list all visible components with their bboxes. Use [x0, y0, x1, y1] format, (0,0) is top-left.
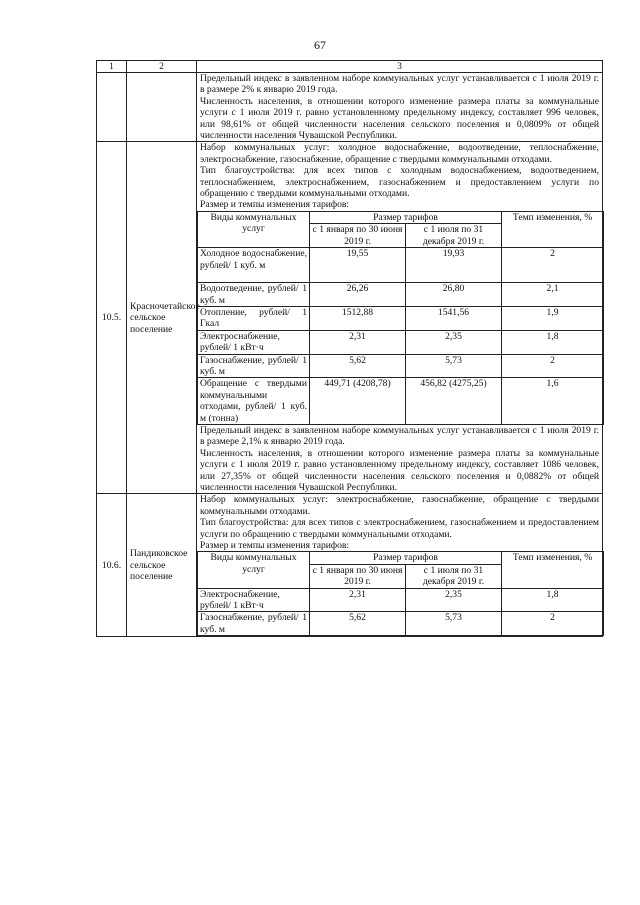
tariff-rate: 1,8	[502, 588, 604, 612]
tariff-p1: 1512,88	[310, 306, 406, 330]
service-name: Электроснабжение, рублей/ 1 кВт·ч	[198, 330, 310, 354]
tariff-p2: 19,93	[406, 248, 502, 283]
service-name: Холодное водоснабжение, рублей/ 1 куб. м	[198, 248, 310, 283]
tariff-row	[198, 588, 604, 612]
service-name: Отопление, рублей/ 1 Гкал	[198, 306, 310, 330]
service-name: Газоснабжение, рублей/ 1 куб. м	[198, 354, 310, 378]
tariff-rate: 1,6	[502, 378, 604, 425]
period-1-header: с 1 января по 30 июня 2019 г.	[310, 224, 406, 248]
tariff-rate: 2	[502, 612, 604, 636]
tariff-row	[198, 612, 604, 636]
tariff-rate: 2,1	[502, 283, 604, 307]
population-text: Численность населения, в отношении которого изменение размера платы за коммунальные услуги с 1 июля 2019 г. равно установленному предельному индексу, составляет 1086 человек, или 27,35% от общей численности населения сельского поселения и 0,0882% от общей численности населения Чувашской Республики.	[200, 447, 599, 493]
types-header: Виды коммунальных услуг	[198, 211, 310, 247]
rate-header: Темп изменения, %	[502, 552, 604, 588]
service-name: Электроснабжение, рублей/ 1 кВт·ч	[198, 588, 310, 612]
main-table	[96, 60, 603, 637]
index-text: Предельный индекс в заявленном наборе коммунальных услуг устанавливается с 1 июля 2019 г. в размере 2,1% к январю 2019 года.	[200, 424, 599, 448]
header-col-2: 2	[127, 61, 197, 73]
row-number: 10.6.	[97, 494, 127, 637]
tariff-p1: 26,26	[310, 283, 406, 307]
continuation-row	[97, 73, 603, 142]
service-name: Газоснабжение, рублей/ 1 куб. м	[198, 612, 310, 636]
period-2-header: с 1 июля по 31 декабря 2019 г.	[406, 564, 502, 588]
rate-header: Темп изменения, %	[502, 211, 604, 247]
tariff-rate: 1,8	[502, 330, 604, 354]
tariff-p2: 5,73	[406, 354, 502, 378]
tariff-p1: 5,62	[310, 354, 406, 378]
tariff-row	[198, 330, 604, 354]
tariff-table	[197, 551, 604, 636]
tariff-p2: 5,73	[406, 612, 502, 636]
tariff-row	[198, 283, 604, 307]
tariff-p1: 449,71 (4208,78)	[310, 378, 406, 425]
tariff-p2: 456,82 (4275,25)	[406, 378, 502, 425]
period-1-header: с 1 января по 30 июня 2019 г.	[310, 564, 406, 588]
header-col-1: 1	[97, 61, 127, 73]
tariff-caption: Размер и темпы изменения тарифов:	[200, 540, 350, 552]
types-header: Виды коммунальных услуг	[198, 552, 310, 588]
improvement-type-text: Тип благоустройства: для всех типов с холодным водоснабжением, водоотведением, теплоснабжением, электроснабжением, газоснабжением и предоставлением услуги по обращению с твердыми коммунальными отходами.	[200, 165, 599, 200]
service-set-text: Набор коммунальных услуг: холодное водоснабжение, водоотведение, теплоснабжение, электроснабжение, газоснабжение, обращение с твердыми коммунальными отходами.	[200, 142, 599, 165]
tariff-rate: 1,9	[502, 306, 604, 330]
tariff-p1: 2,31	[310, 330, 406, 354]
service-name: Обращение с твердыми коммунальными отходами, рублей/ 1 куб. м (тонна)	[198, 378, 310, 425]
settlement-name: Пандиковское сельское поселение	[127, 494, 197, 637]
tariff-p2: 1541,56	[406, 306, 502, 330]
service-name: Водоотведение, рублей/ 1 куб. м	[198, 283, 310, 307]
page-number: 67	[314, 38, 326, 52]
tariff-row	[198, 378, 604, 425]
tariff-row	[198, 306, 604, 330]
population-text: Численность населения, в отношении которого изменение размера платы за коммунальные услуги с 1 июля 2019 г. равно установленному предельному индексу, составляет 996 человек, или 98,61% от общей численности населения сельского поселения и 0,0809% от общей численности населения Чувашской Республики.	[200, 95, 599, 142]
size-header: Размер тарифов	[310, 211, 502, 223]
service-set-text: Набор коммунальных услуг: электроснабжение, газоснабжение, обращение с твердыми коммунальными отходами.	[200, 494, 599, 517]
tariff-p1: 5,62	[310, 612, 406, 636]
header-row	[97, 61, 603, 73]
tariff-rate: 2	[502, 354, 604, 378]
tariff-p1: 19,55	[310, 248, 406, 283]
size-header: Размер тарифов	[310, 552, 502, 564]
tariff-row	[198, 248, 604, 283]
tariff-row	[198, 354, 604, 378]
improvement-type-text: Тип благоустройства: для всех типов с электроснабжением, газоснабжением и предоставлением услуги по обращению с твердыми коммунальными отходами.	[200, 517, 599, 540]
tariff-p2: 2,35	[406, 330, 502, 354]
row-10-5	[97, 142, 603, 494]
tariff-p2: 2,35	[406, 588, 502, 612]
tariff-caption: Размер и темпы изменения тарифов:	[200, 199, 350, 211]
period-2-header: с 1 июля по 31 декабря 2019 г.	[406, 224, 502, 248]
header-col-3: 3	[197, 61, 603, 73]
tariff-p2: 26,80	[406, 283, 502, 307]
settlement-name: Красночетайское сельское поселение	[127, 142, 197, 494]
tariff-rate: 2	[502, 248, 604, 283]
tariff-table	[197, 211, 604, 425]
row-10-6	[97, 494, 603, 637]
row-number: 10.5.	[97, 142, 127, 494]
tariff-p1: 2,31	[310, 588, 406, 612]
index-text: Предельный индекс в заявленном наборе коммунальных услуг устанавливается с 1 июля 2019 г. в размере 2% к январю 2019 года.	[200, 73, 599, 96]
